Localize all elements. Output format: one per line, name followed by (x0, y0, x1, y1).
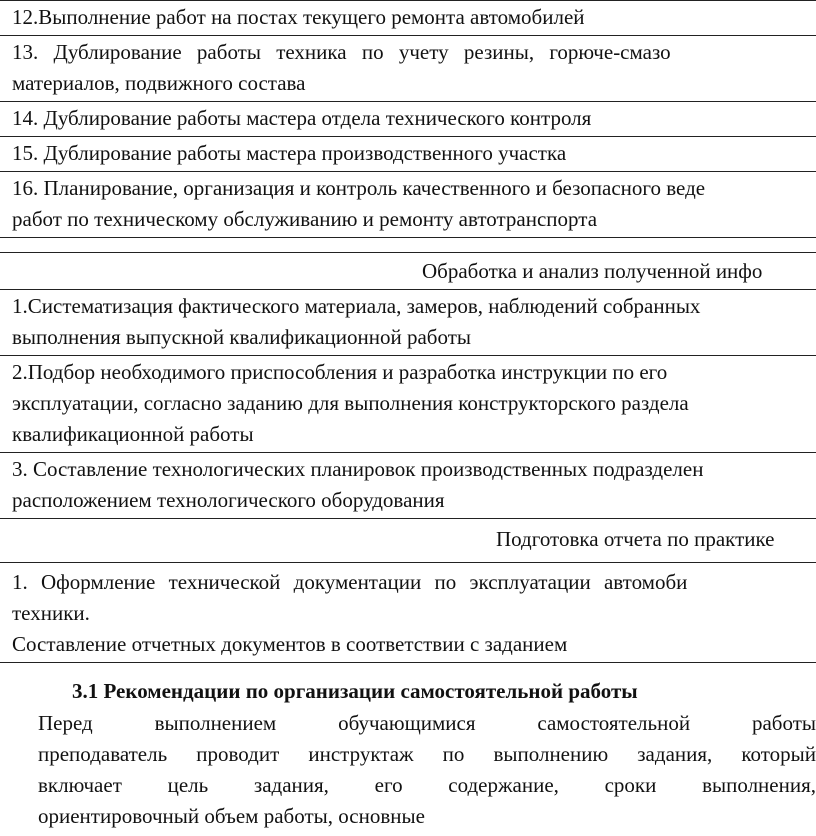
paragraph-line: включает цель задания, его содержание, сроки выполнения, (38, 773, 816, 797)
cell-text: эксплуатации, согласно заданию для выполнения конструкторского раздела (12, 391, 689, 415)
cell-text: техники. (12, 601, 90, 625)
table-row (0, 563, 816, 663)
table-cell (0, 453, 816, 519)
table-cell (0, 290, 816, 356)
table-row (0, 137, 816, 172)
paragraph-line: преподаватель проводит инструктаж по выполнению задания, который (38, 742, 816, 766)
table-cell (0, 102, 816, 137)
table-row (0, 102, 816, 137)
paragraph-line: Перед выполнением обучающимися самостоятельной работы (38, 711, 816, 735)
cell-text: Составление отчетных документов в соответствии с заданием (12, 632, 568, 656)
cell-text: квалификационной работы (12, 422, 254, 446)
cell-text: 1. Оформление технической документации по эксплуатации автомоби (12, 570, 688, 594)
paragraph-line: ориентировочный объем работы, основные (38, 804, 425, 828)
table-row (0, 1, 816, 36)
table-row (0, 290, 816, 356)
cell-text: 13. Дублирование работы техника по учету резины, горюче-смазо (12, 40, 671, 64)
cell-text: расположением технологического оборудования (12, 488, 445, 512)
cell-text: 15. Дублирование работы мастера производственного участка (12, 141, 567, 165)
table-row (0, 36, 816, 102)
cell-text: материалов, подвижного состава (12, 71, 306, 95)
cell-text: 3. Составление технологических планировок производственных подразделен (12, 457, 704, 481)
table-cell (0, 137, 816, 172)
cell-text: 2.Подбор необходимого приспособления и разработка инструкции по его (12, 360, 668, 384)
cell-text: 12.Выполнение работ на постах текущего ремонта автомобилей (12, 5, 585, 29)
cell-text: 14. Дублирование работы мастера отдела технического контроля (12, 106, 592, 130)
processing-and-report-table (0, 252, 816, 663)
cell-text: 1.Систематизация фактического материала, замеров, наблюдений собранных (12, 294, 701, 318)
section-title: Подготовка отчета по практике (496, 527, 775, 551)
table-cell (0, 172, 816, 238)
table-row (0, 356, 816, 453)
body-paragraph (38, 708, 816, 832)
section-title-cell (0, 519, 816, 563)
table-cell (0, 36, 816, 102)
work-tasks-table (0, 0, 816, 238)
section-title-cell (0, 253, 816, 290)
cell-text: 16. Планирование, организация и контроль качественного и безопасного веде (12, 176, 706, 200)
table-row (0, 453, 816, 519)
cell-text: выполнения выпускной квалификационной работы (12, 325, 471, 349)
table-cell (0, 1, 816, 36)
cell-text: работ по техническому обслуживанию и ремонту автотранспорта (12, 207, 598, 231)
section-title-row (0, 519, 816, 563)
table-cell (0, 563, 816, 663)
section-title-row (0, 253, 816, 290)
table-cell (0, 356, 816, 453)
section-title: Обработка и анализ полученной инфо (422, 259, 763, 283)
table-row (0, 172, 816, 238)
section-heading: 3.1 Рекомендации по организации самостоятельной работы (72, 679, 638, 703)
